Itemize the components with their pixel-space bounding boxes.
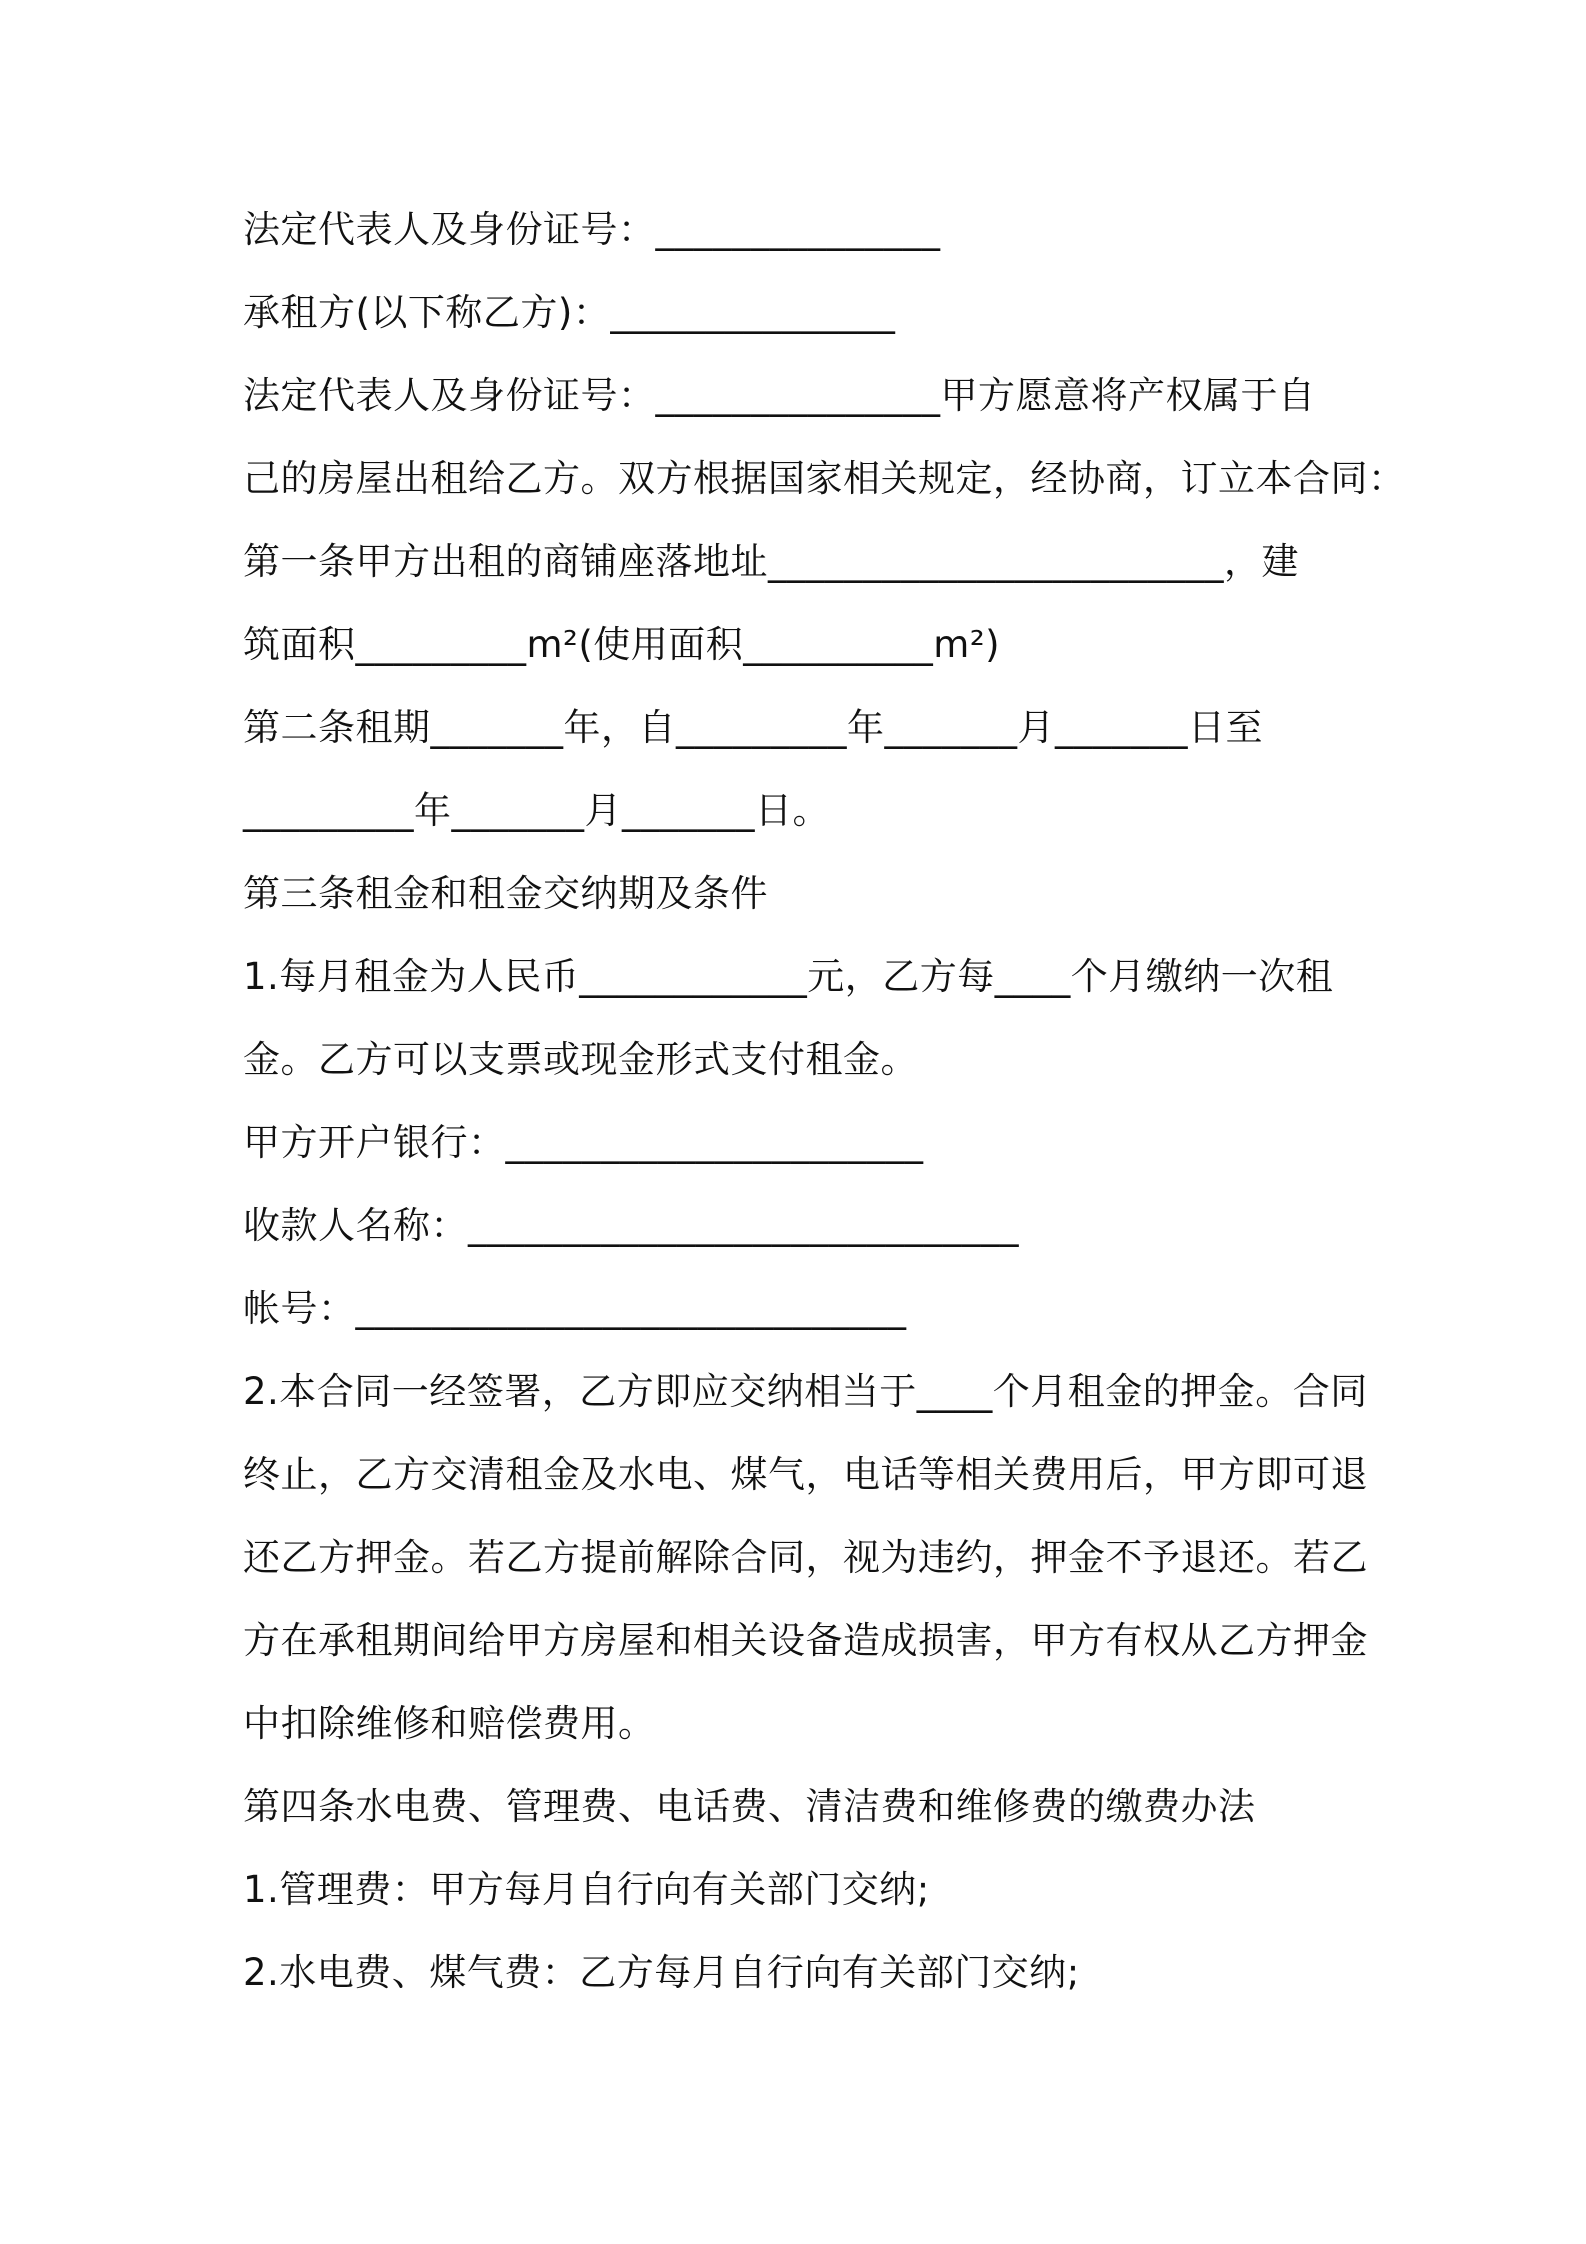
text-line: 法定代表人及身份证号：_______________甲方愿意将产权属于自 [243, 374, 1316, 417]
text-line: 第二条租期_______年，自_________年_______月_______日至 [243, 706, 1263, 749]
text-line: 甲方开户银行：______________________ [243, 1121, 924, 1164]
text-line: 1.管理费：甲方每月自行向有关部门交纳; [243, 1868, 930, 1911]
text-line: 帐号：_____________________________ [243, 1287, 907, 1330]
text-line: 承租方(以下称乙方)：_______________ [243, 291, 896, 334]
text-line: _________年_______月_______日。 [243, 789, 830, 832]
text-line: 收款人名称：_____________________________ [243, 1204, 1019, 1247]
section-heading: 第三条租金和租金交纳期及条件 [243, 872, 768, 915]
text-line: 终止，乙方交清租金及水电、煤气，电话等相关费用后，甲方即可退 [243, 1453, 1368, 1496]
text-line: 中扣除维修和赔偿费用。 [243, 1702, 656, 1745]
text-line: 方在承租期间给甲方房屋和相关设备造成损害，甲方有权从乙方押金 [243, 1619, 1368, 1662]
text-line: 法定代表人及身份证号：_______________ [243, 208, 941, 251]
text-line: 筑面积_________m²(使用面积__________m²) [243, 623, 1001, 666]
text-line: 己的房屋出租给乙方。双方根据国家相关规定，经协商，订立本合同： [243, 457, 1406, 500]
text-line: 金。乙方可以支票或现金形式支付租金。 [243, 1038, 918, 1081]
text-line: 2.本合同一经签署，乙方即应交纳相当于____个月租金的押金。合同 [243, 1370, 1368, 1413]
text-line: 还乙方押金。若乙方提前解除合同，视为违约，押金不予退还。若乙 [243, 1536, 1368, 1579]
text-line: 1.每月租金为人民币____________元，乙方每____个月缴纳一次租 [243, 955, 1334, 998]
text-line: 第一条甲方出租的商铺座落地址________________________，建 [243, 540, 1299, 583]
text-line: 2.水电费、煤气费：乙方每月自行向有关部门交纳; [243, 1951, 1080, 1994]
section-heading: 第四条水电费、管理费、电话费、清洁费和维修费的缴费办法 [243, 1785, 1256, 1828]
